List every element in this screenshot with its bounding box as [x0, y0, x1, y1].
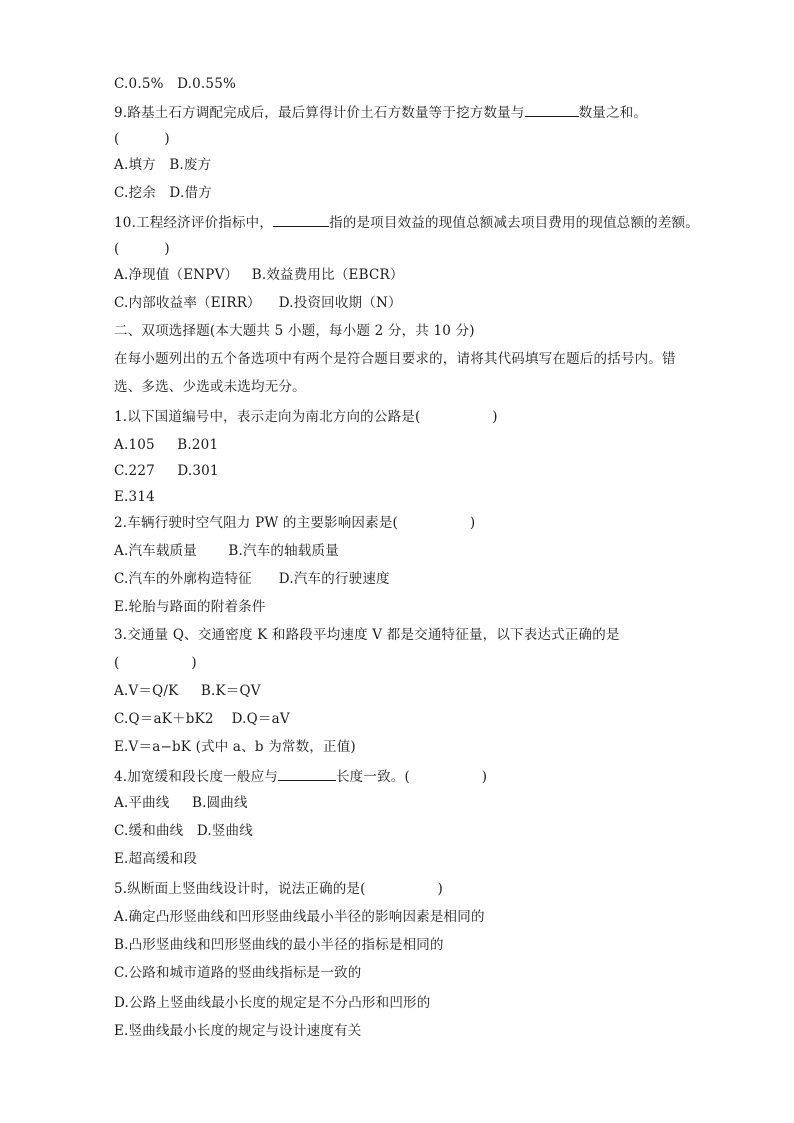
mq3-options-ab: A.V＝Q/K B.K＝QV — [114, 683, 261, 699]
section-two-heading: 二、双项选择题(本大题共 5 小题，每小题 2 分，共 10 分) — [114, 323, 475, 339]
mq3-option-e: E.V＝a−bK (式中 a、b 为常数，正值) — [114, 739, 356, 755]
answer-blank — [525, 102, 579, 117]
mq4-option-e: E.超高缓和段 — [114, 851, 198, 867]
mq3-options-cd: C.Q＝aK＋bK2 D.Q＝aV — [114, 711, 290, 727]
q10-answer-parens: ( ) — [114, 241, 170, 257]
q9-answer-parens: ( ) — [114, 131, 170, 147]
mq2-option-e: E.轮胎与路面的附着条件 — [114, 599, 266, 615]
mq1-stem: 1.以下国道编号中，表示走向为南北方向的公路是( ) — [114, 409, 498, 425]
q9-stem — [114, 102, 647, 122]
mq5-stem: 5.纵断面上竖曲线设计时，说法正确的是( ) — [114, 881, 443, 897]
mq5-option-e: E.竖曲线最小长度的规定与设计速度有关 — [114, 1023, 362, 1039]
mq1-options-cd: C.227 D.301 — [114, 463, 219, 479]
mq4-stem — [114, 766, 487, 786]
q10-stem-text: 10.工程经济评价指标中， — [114, 215, 274, 231]
q10-stem — [114, 212, 699, 232]
mq3-stem: 3.交通量 Q、交通密度 K 和路段平均速度 V 都是交通特征量，以下表达式正确的是 — [114, 627, 620, 643]
q9-stem-text: 9.路基土石方调配完成后，最后算得计价土石方数量等于挖方数量与 — [114, 105, 525, 121]
q9-options-cd: C.挖余 D.借方 — [114, 185, 212, 201]
mq4-stem-text: 4.加宽缓和段长度一般应与 — [114, 769, 278, 785]
mq5-option-d: D.公路上竖曲线最小长度的规定是不分凸形和凹形的 — [114, 995, 431, 1011]
mq5-option-a: A.确定凸形竖曲线和凹形竖曲线最小半径的影响因素是相同的 — [114, 909, 485, 925]
mq1-option-e: E.314 — [114, 489, 155, 505]
q9-options-ab: A.填方 B.废方 — [114, 157, 212, 173]
q10-options-cd: C.内部收益率（EIRR） D.投资回收期（N） — [114, 295, 402, 311]
q9-stem-tail: 数量之和。 — [578, 105, 648, 121]
mq3-answer-parens: ( ) — [114, 655, 197, 671]
mq2-stem: 2.车辆行驶时空气阻力 PW 的主要影响因素是( ) — [114, 515, 476, 531]
mq4-stem-tail: 长度一致。( ) — [335, 769, 488, 785]
q10-options-ab: A.净现值（ENPV） B.效益费用比（EBCR） — [114, 267, 404, 283]
mq5-option-c: C.公路和城市道路的竖曲线指标是一致的 — [114, 965, 362, 981]
mq4-options-cd: C.缓和曲线 D.竖曲线 — [114, 823, 253, 839]
mq1-options-ab: A.105 B.201 — [114, 437, 219, 453]
q8-options-cd: C.0.5% D.0.55% — [114, 76, 237, 92]
mq5-option-b: B.凸形竖曲线和凹形竖曲线的最小半径的指标是相同的 — [114, 937, 444, 953]
section-instructions-cont: 选、多选、少选或未选均无分。 — [114, 379, 306, 395]
q10-stem-tail: 指的是项目效益的现值总额减去项目费用的现值总额的差额。 — [329, 215, 699, 231]
mq4-options-ab: A.平曲线 B.圆曲线 — [114, 795, 248, 811]
answer-blank — [278, 766, 336, 781]
answer-blank — [273, 212, 329, 227]
mq2-options-cd: C.汽车的外廓构造特征 D.汽车的行驶速度 — [114, 571, 390, 587]
mq2-options-ab: A.汽车载质量 B.汽车的轴载质量 — [114, 543, 339, 559]
section-instructions: 在每小题列出的五个备选项中有两个是符合题目要求的，请将其代码填写在题后的括号内。错 — [114, 351, 676, 367]
